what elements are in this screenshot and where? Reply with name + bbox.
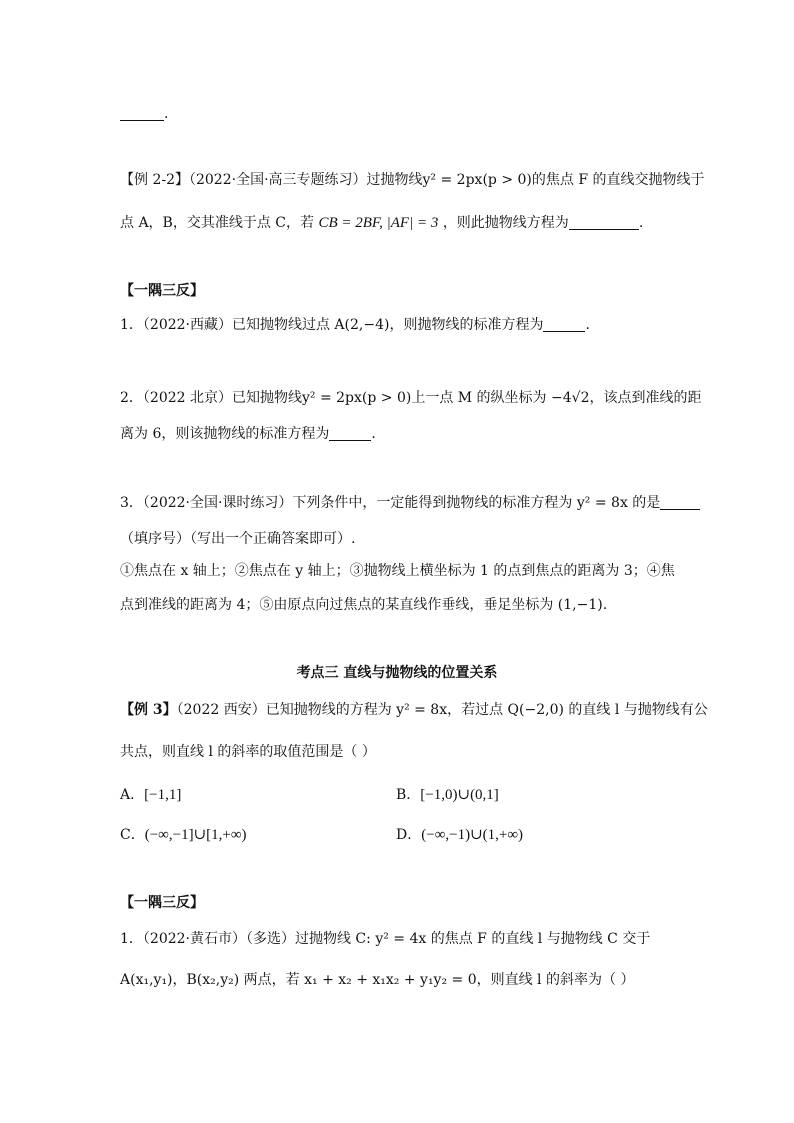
- question-4-line-1: 1．（2022·黄石市）（多选）过抛物线 C: y² = 4x 的焦点 F 的直线 l 与抛物线 C 交于: [120, 931, 651, 947]
- question-3-line-2: （填序号）（写出一个正确答案即可）.: [120, 531, 356, 547]
- section-heading-2: 【一隅三反】: [120, 895, 204, 911]
- question-3-line-3: ①焦点在 x 轴上；②焦点在 y 轴上；③抛物线上横坐标为 1 的点到焦点的距离为 3；④焦: [120, 563, 675, 579]
- example-2-2-line-2: 点 A，B，交其准线于点 C，若 CB = 2BF, |AF| = 3 ，则此抛物线方程为 .: [120, 215, 644, 231]
- prev-answer-line: .: [120, 104, 168, 124]
- answer-blank: [120, 105, 164, 121]
- question-4-line-2: A(x₁,y₁)，B(x₂,y₂) 两点，若 x₁ + x₂ + x₁x₂ + y₁y₂ = 0，则直线 l 的斜率为（ ）: [120, 972, 635, 988]
- section-heading: 【一隅三反】: [120, 283, 204, 299]
- example-3-line-1: 【例 3】（2022 西安）已知抛物线的方程为 y² = 8x，若过点 Q(−2,0) 的直线 l 与抛物线有公: [120, 702, 708, 718]
- answer-blank: [569, 214, 639, 230]
- question-3-line-1: 3．（2022·全国·课时练习）下列条件中，一定能得到抛物线的标准方程为 y² = 8x 的是: [120, 493, 700, 513]
- option-a: A．[−1,1]: [120, 787, 182, 803]
- question-3-line-4: 点到准线的距离为 4；⑤由原点向过焦点的某直线作垂线，垂足坐标为 (1,−1).: [120, 597, 608, 613]
- question-1: 1．（2022·西藏）已知抛物线过点 A(2,−4)，则抛物线的标准方程为 .: [120, 317, 590, 333]
- example-2-2-line-1: 【例 2-2】（2022·全国·高三专题练习）过抛物线y² = 2px(p > 0)的焦点 F 的直线交抛物线于: [120, 172, 705, 188]
- answer-blank: [660, 494, 700, 510]
- example-3-line-2: 共点，则直线 l 的斜率的取值范围是（ ）: [120, 744, 376, 760]
- option-c: C．(−∞,−1]∪[1,+∞): [120, 827, 247, 843]
- question-2-line-1: 2．（2022 北京）已知抛物线y² = 2px(p > 0)上一点 M 的纵坐标为 −4√2，该点到准线的距: [120, 390, 702, 406]
- option-b: B．[−1,0)∪(0,1]: [396, 787, 499, 803]
- answer-blank: [543, 316, 585, 332]
- option-d: D．(−∞,−1)∪(1,+∞): [396, 827, 524, 843]
- question-2-line-2: 离为 6，则该抛物线的标准方程为 .: [120, 426, 376, 442]
- vector-condition: CB = 2BF, |AF| = 3: [318, 215, 439, 231]
- answer-blank: [329, 425, 371, 441]
- section-title: 考点三 直线与抛物线的位置关系: [296, 665, 498, 681]
